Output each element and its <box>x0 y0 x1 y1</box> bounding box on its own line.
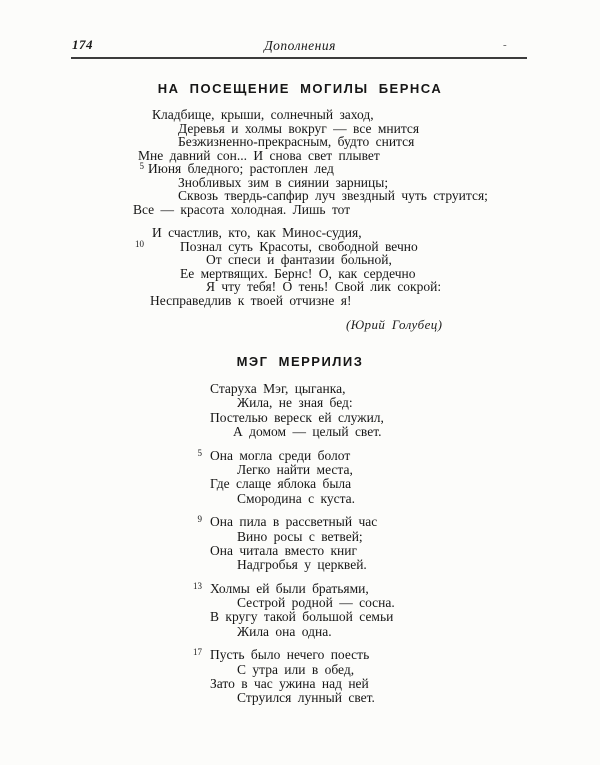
poem-line <box>0 108 600 122</box>
poem-line-text: Несправедлив к твоей отчизне я! <box>150 292 352 308</box>
poem-line-text: Безжизненно-прекрасным, будто снится <box>178 134 415 149</box>
poem-line <box>0 477 600 491</box>
poem-line-text: И счастлив, кто, как Минос-судия, <box>152 225 362 240</box>
poem-line-text: Надгробья у церквей. <box>237 557 367 573</box>
poem-line-text: Познал суть Красоты, свободной вечно <box>180 238 418 254</box>
poem-line-text: Она пила в рассветный час <box>210 514 378 530</box>
poem-line <box>0 691 600 705</box>
poem-line <box>0 663 600 677</box>
poem-title-meg-merrilies: МЭГ МЕРРИЛИЗ <box>236 354 364 369</box>
page-number: 174 <box>72 37 93 52</box>
running-title: Дополнения <box>264 38 336 53</box>
poem-line <box>0 253 600 267</box>
poem-line <box>0 280 600 294</box>
poem-line <box>0 558 600 572</box>
stanza <box>0 382 600 440</box>
poem-line <box>0 544 600 558</box>
poem-line-text: Старуха Мэг, цыганка, <box>210 381 346 396</box>
line-number-marker: 5 <box>197 447 202 458</box>
line-number-marker: 5 <box>139 161 144 171</box>
poem-line-text: Знобливых зим в сиянии зарницы; <box>178 174 389 190</box>
poem-line-text: Смородина с куста. <box>237 490 356 506</box>
corner-mark: - <box>503 39 507 51</box>
poem-line <box>0 189 600 203</box>
poem-line-text: Легко найти места, <box>237 461 353 477</box>
poem-line-text: Струился лунный свет. <box>237 690 375 706</box>
poem-line-text: Постелью вереск ей служил, <box>210 409 384 425</box>
poem-line <box>0 463 600 477</box>
line-number-marker: 13 <box>193 580 202 591</box>
poem-meg-merrilies <box>0 382 600 706</box>
poem-line-text: Все — красота холодная. Лишь тот <box>133 201 351 217</box>
poem-line-text: Ее мертвящих. Бернс! О, как сердечно <box>180 265 416 281</box>
poem-line-text: Я чту тебя! О тень! Свой лик сокрой: <box>206 279 442 294</box>
poem-line-text: Холмы ей были братьями, <box>210 580 369 596</box>
poem-line <box>0 582 600 596</box>
poem-line <box>0 530 600 544</box>
poem-line-text: Июня бледного; растоплен лед <box>148 161 334 176</box>
poem-line-text: Зато в час ужина над ней <box>210 676 369 692</box>
poem-line-text: А домом — целый свет. <box>233 424 382 440</box>
line-number-marker: 17 <box>193 647 202 658</box>
poem-line-text: Где слаще яблока была <box>210 476 352 492</box>
poem-line <box>0 226 600 240</box>
stanza <box>0 582 600 640</box>
poem-line <box>0 382 600 396</box>
poem-line <box>0 240 600 254</box>
poem-line-text: Жила, не зная бед: <box>237 395 353 411</box>
poem-burns-grave <box>0 108 600 307</box>
poem-line <box>0 677 600 691</box>
poem-line <box>0 515 600 529</box>
poem-line-text: От спеси и фантазии больной, <box>206 252 392 267</box>
poem-line-text: Она читала вместо книг <box>210 542 358 558</box>
poem-line-text: Сестрой родной — сосна. <box>237 595 395 611</box>
poem-line <box>0 596 600 610</box>
stanza <box>0 515 600 573</box>
poem-line-text: С утра или в обед, <box>237 661 355 677</box>
poem-title-burns-grave: НА ПОСЕЩЕНИЕ МОГИЛЫ БЕРНСА <box>157 81 443 96</box>
translator-attribution: (Юрий Голубец) <box>346 317 443 332</box>
poem-line <box>0 176 600 190</box>
poem-line <box>0 625 600 639</box>
poem-line-text: Деревья и холмы вокруг — все мнится <box>178 120 420 136</box>
poem-line <box>0 149 600 163</box>
stanza <box>0 449 600 507</box>
poem-line <box>0 610 600 624</box>
poem-line-text: Она могла среди болот <box>210 447 351 463</box>
poem-line <box>0 135 600 149</box>
poem-line <box>0 267 600 281</box>
poem-line-text: Вино росы с ветвей; <box>237 528 363 544</box>
line-number-marker: 9 <box>197 514 202 525</box>
poem-line-text: Сквозь твердь-сапфир луч звездный чуть струится; <box>178 188 488 203</box>
poem-line <box>0 162 600 176</box>
poem-line-text: Кладбище, крыши, солнечный заход, <box>152 107 374 122</box>
line-number-marker: 10 <box>135 238 144 249</box>
poem-line <box>0 122 600 136</box>
poem-line-text: Пусть было нечего поесть <box>210 647 370 663</box>
poem-line <box>0 294 600 308</box>
stanza <box>0 648 600 706</box>
poem-line-text: Жила она одна. <box>237 623 332 639</box>
poem-line <box>0 411 600 425</box>
poem-line-text: В кругу такой большой семьи <box>210 609 394 625</box>
stanza <box>0 108 600 216</box>
poem-line-text: Мне давний сон... И снова свет плывет <box>138 147 380 163</box>
stanza <box>0 226 600 307</box>
poem-line <box>0 203 600 217</box>
poem-line <box>0 648 600 662</box>
header-rule <box>71 57 527 59</box>
poem-line <box>0 449 600 463</box>
poem-line <box>0 492 600 506</box>
poem-line <box>0 396 600 410</box>
poem-line <box>0 425 600 439</box>
